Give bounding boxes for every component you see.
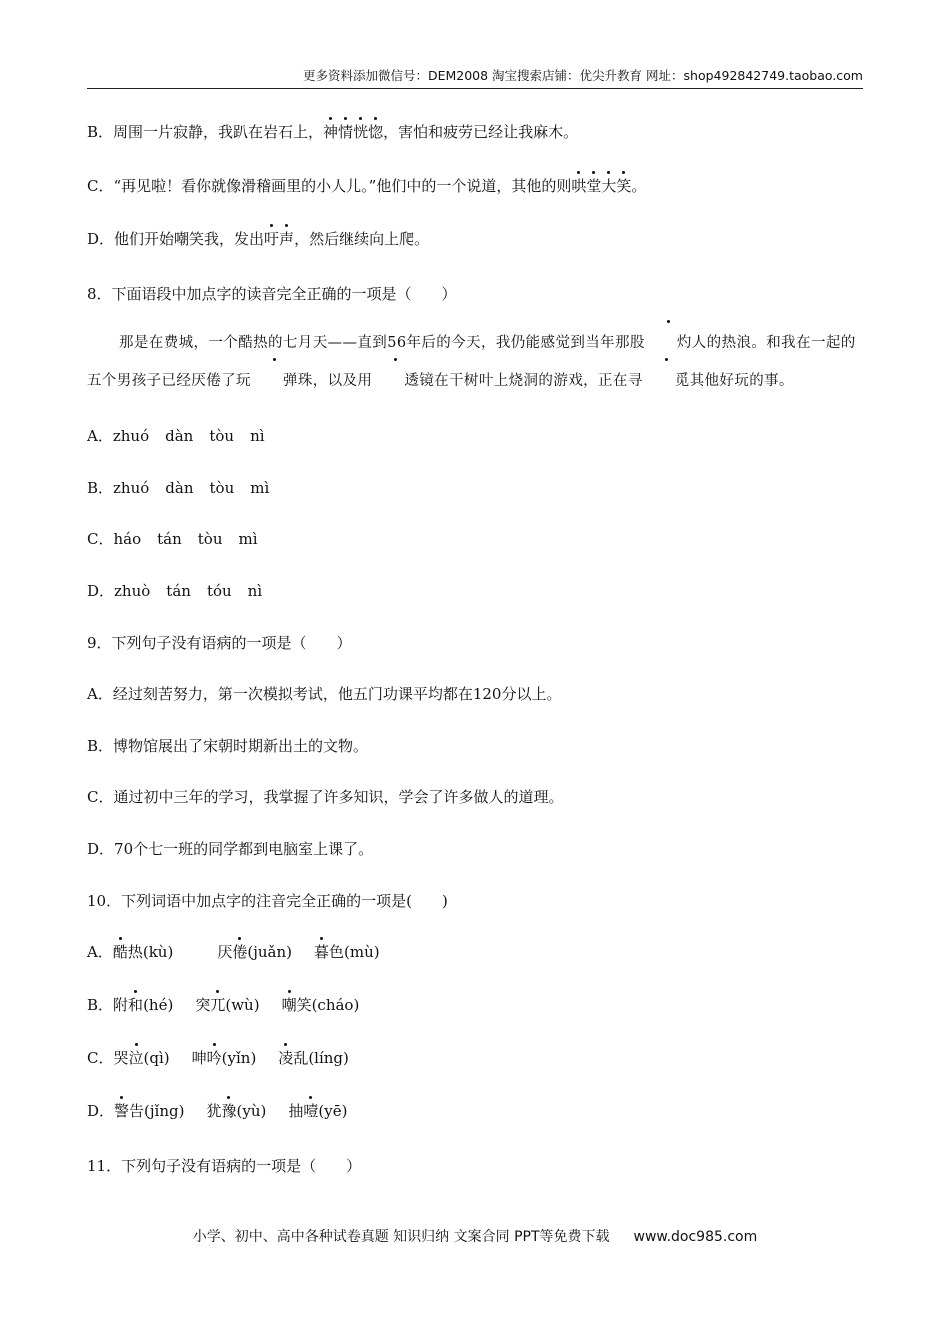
q8-option-c: C．háo tán tòu mì: [87, 530, 258, 548]
dotted-char: 惚: [368, 123, 384, 141]
dotted-char: 豫: [221, 1102, 237, 1120]
q11-stem: 11．下列句子没有语病的一项是（ ）: [87, 1157, 362, 1175]
q8-stem: 8．下面语段中加点字的读音完全正确的一项是（ ）: [87, 285, 457, 303]
q9-option-a: A．经过刻苦努力，第一次模拟考试，他五门功课平均都在120分以上。: [87, 685, 562, 703]
q7-option-d: D．他们开始嘲笑我，发出吁声，然后继续向上爬。: [87, 230, 430, 248]
dotted-char: 酷: [112, 943, 128, 961]
dotted-char: 大: [601, 177, 617, 195]
page-footer: [0, 1226, 950, 1246]
dotted-char: 灼: [645, 324, 692, 362]
dotted-char: 和: [128, 996, 144, 1014]
q8-passage: 那是在费城，一个酷热的七月天——直到56年后的今天，我仍能感觉到当年那股 灼人的热浪。和我在一起的五个男孩子已经厌倦了玩 弹珠，以及用 透镜在干树叶上烧洞的游戏，正在寻 觅其他好玩的事。: [87, 324, 863, 400]
q10-option-d: D．警告(jǐng) 犹豫(yù) 抽噎(yē): [87, 1102, 348, 1120]
q10-option-a: A．酷热(kù) 厌倦(juǎn) 暮色(mù): [87, 943, 380, 961]
dotted-char: 吟: [206, 1049, 222, 1067]
q10-option-b: B．附和(hé) 突兀(wù) 嘲笑(cháo): [87, 996, 360, 1014]
q8-option-d: D．zhuò tán tóu nì: [87, 582, 263, 600]
dotted-char: 笑: [616, 177, 632, 195]
dotted-char: 声: [279, 230, 295, 248]
dotted-char: 哄: [571, 177, 587, 195]
dotted-char: 兀: [210, 996, 226, 1014]
dotted-char: 情: [338, 123, 354, 141]
q9-stem: 9．下列句子没有语病的一项是（ ）: [87, 634, 352, 652]
dotted-char: 弹: [251, 362, 298, 400]
dotted-char: 恍: [353, 123, 369, 141]
dotted-char: 泣: [128, 1049, 144, 1067]
q7-option-c: C．“再见啦！看你就像滑稽画里的小人儿。”他们中的一个说道，其他的则哄堂大笑。: [87, 177, 647, 195]
q8-option-a: A．zhuó dàn tòu nì: [87, 427, 265, 445]
footer-url[interactable]: www.doc985.com: [633, 1229, 758, 1245]
q10-option-c: C．哭泣(qì) 呻吟(yǐn) 凌乱(líng): [87, 1049, 349, 1067]
dotted-char: 堂: [586, 177, 602, 195]
dotted-char: 觅: [643, 362, 690, 400]
q9-option-b: B．博物馆展出了宋朝时期新出土的文物。: [87, 737, 369, 755]
footer-text: 小学、初中、高中各种试卷真题 知识归纳 文案合同 PPT等免费下载: [192, 1229, 610, 1245]
dotted-char: 嘲: [281, 996, 297, 1014]
dotted-char: 警: [114, 1102, 130, 1120]
dotted-char: 神: [323, 123, 339, 141]
page-header: 更多资料添加微信号：DEM2008 淘宝搜索店铺：优尖升教育 网址：shop492842749.taobao.com: [87, 66, 863, 89]
q8-option-b: B．zhuó dàn tòu mì: [87, 479, 270, 497]
dotted-char: 透: [372, 362, 419, 400]
dotted-char: 倦: [232, 943, 248, 961]
q9-option-d: D．70个七一班的同学都到电脑室上课了。: [87, 840, 374, 858]
q10-stem: 10．下列词语中加点字的注音完全正确的一项是( ): [87, 892, 448, 910]
dotted-char: 凌: [278, 1049, 294, 1067]
dotted-char: 暮: [313, 943, 329, 961]
dotted-char: 噎: [303, 1102, 319, 1120]
q7-option-b: B．周围一片寂静，我趴在岩石上，神情恍惚，害怕和疲劳已经让我麻木。: [87, 123, 579, 141]
q9-option-c: C．通过初中三年的学习，我掌握了许多知识，学会了许多做人的道理。: [87, 788, 564, 806]
dotted-char: 吁: [264, 230, 280, 248]
